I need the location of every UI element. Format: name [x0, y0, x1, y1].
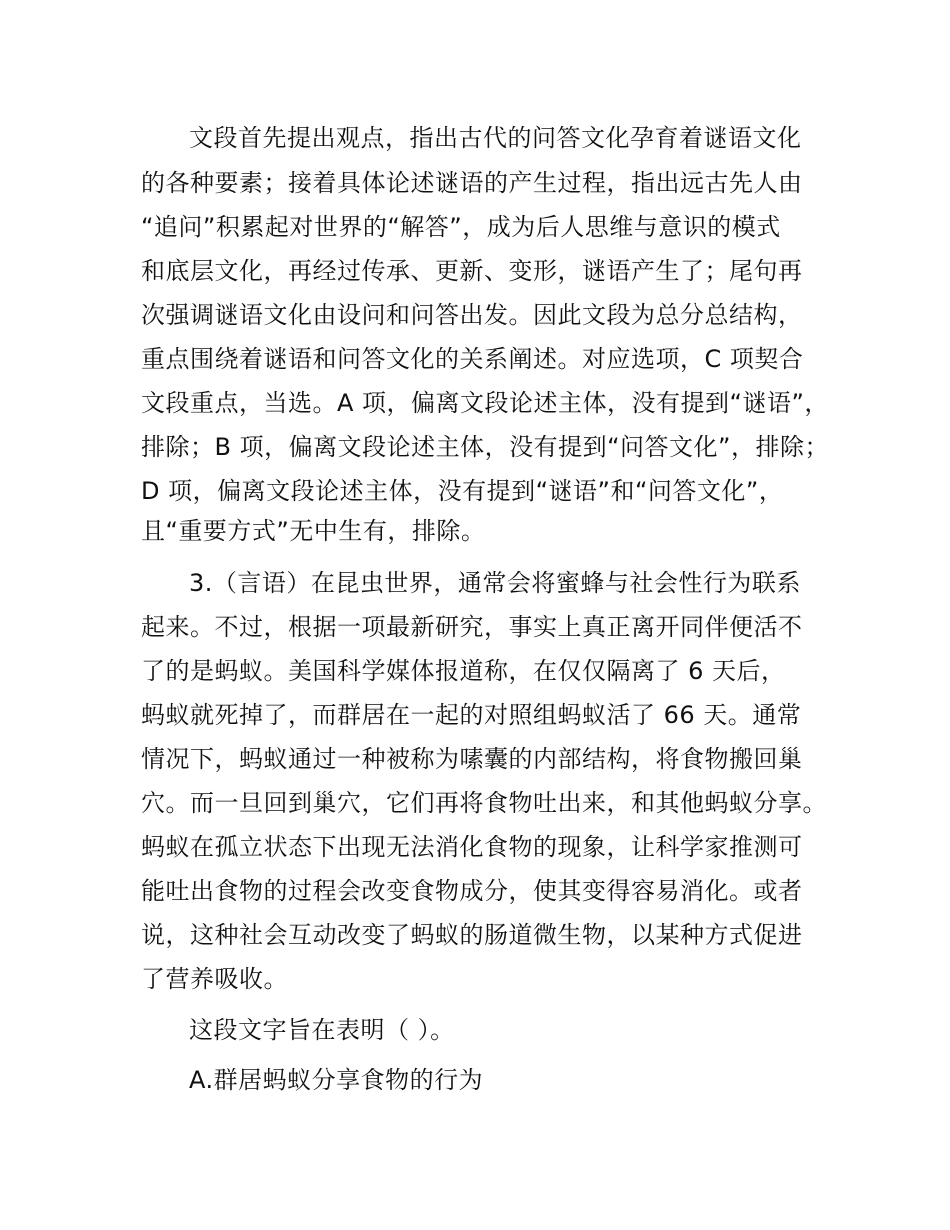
text-line: 蚂蚁在孤立状态下出现无法消化食物的现象，让科学家推测可: [141, 833, 803, 861]
text-line: 蚂蚁就死掉了，而群居在一起的对照组蚂蚁活了 66 天。通常: [141, 701, 802, 729]
text-line: 情况下，蚂蚁通过一种被称为嗉囊的内部结构，将食物搬回巢: [141, 745, 803, 773]
text-line: 且“重要方式”无中生有，排除。: [141, 517, 486, 545]
text-line: 和底层文化，再经过传承、更新、变形，谜语产生了；尾句再: [141, 257, 803, 285]
text-line: 起来。不过，根据一项最新研究，事实上真正离开同伴便活不: [141, 613, 803, 641]
text-line: 3.（言语）在昆虫世界，通常会将蜜蜂与社会性行为联系: [189, 569, 801, 597]
text-line: 次强调谜语文化由设问和问答出发。因此文段为总分总结构，: [141, 301, 803, 329]
text-line: “追问”积累起对世界的“解答”，成为后人思维与意识的模式: [141, 213, 781, 241]
text-line: 穴。而一旦回到巢穴，它们再将食物吐出来，和其他蚂蚁分享。: [141, 789, 827, 817]
text-line: 了营养吸收。: [141, 965, 288, 993]
text-line: D 项，偏离文段论述主体，没有提到“谜语”和“问答文化”，: [141, 477, 784, 505]
text-line: 说，这种社会互动改变了蚂蚁的肠道微生物，以某种方式促进: [141, 921, 803, 949]
option-a: A.群居蚂蚁分享食物的行为: [189, 1066, 484, 1094]
text-line: 文段首先提出观点，指出古代的问答文化孕育着谜语文化: [189, 124, 802, 152]
text-line: 重点围绕着谜语和问答文化的关系阐述。对应选项，C 项契合: [141, 345, 804, 373]
text-line: 的各种要素；接着具体论述谜语的产生过程，指出远古先人由: [141, 169, 803, 197]
text-line: 了的是蚂蚁。美国科学媒体报道称，在仅仅隔离了 6 天后，: [141, 657, 786, 685]
text-line: 能吐出食物的过程会改变食物成分，使其变得容易消化。或者: [141, 877, 803, 905]
question-stem: 这段文字旨在表明（ ）。: [189, 1016, 455, 1044]
text-line: 排除；B 项，偏离文段论述主体，没有提到“问答文化”，排除；: [141, 433, 829, 461]
text-line: 文段重点，当选。A 项，偏离文段论述主体，没有提到“谜语”，: [141, 389, 829, 417]
